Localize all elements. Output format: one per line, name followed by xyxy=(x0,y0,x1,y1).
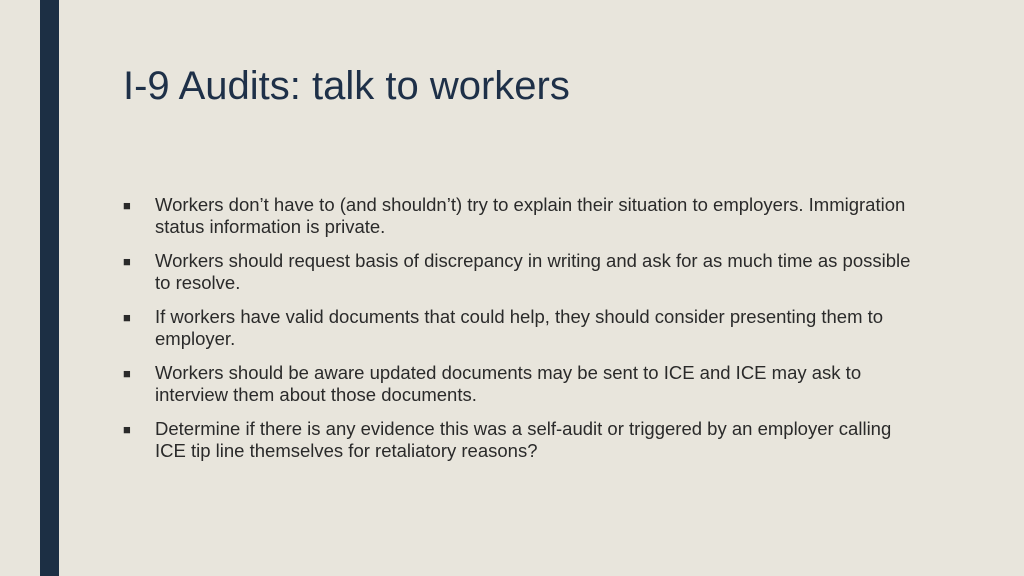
square-bullet-icon: ■ xyxy=(123,198,131,213)
slide-title: I-9 Audits: talk to workers xyxy=(123,64,570,108)
bullet-text: Determine if there is any evidence this was a self-audit or triggered by an employer calling ICE tip line themselves for retaliatory reasons? xyxy=(155,418,892,461)
bullet-text: Workers don’t have to (and shouldn’t) try to explain their situation to employers. Immigration status information is private. xyxy=(155,194,906,237)
square-bullet-icon: ■ xyxy=(123,366,131,381)
bullet-item xyxy=(123,418,923,462)
bullet-item xyxy=(123,250,923,294)
square-bullet-icon: ■ xyxy=(123,254,131,269)
bullet-text: Workers should request basis of discrepancy in writing and ask for as much time as possible to resolve. xyxy=(155,250,911,293)
bullet-item xyxy=(123,194,923,238)
square-bullet-icon: ■ xyxy=(123,310,131,325)
square-bullet-icon: ■ xyxy=(123,422,131,437)
accent-bar xyxy=(40,0,59,576)
bullet-list xyxy=(123,194,923,474)
bullet-item xyxy=(123,362,923,406)
bullet-text: Workers should be aware updated documents may be sent to ICE and ICE may ask to interview them about those documents. xyxy=(155,362,862,405)
bullet-text: If workers have valid documents that could help, they should consider presenting them to employer. xyxy=(155,306,884,349)
bullet-item xyxy=(123,306,923,350)
